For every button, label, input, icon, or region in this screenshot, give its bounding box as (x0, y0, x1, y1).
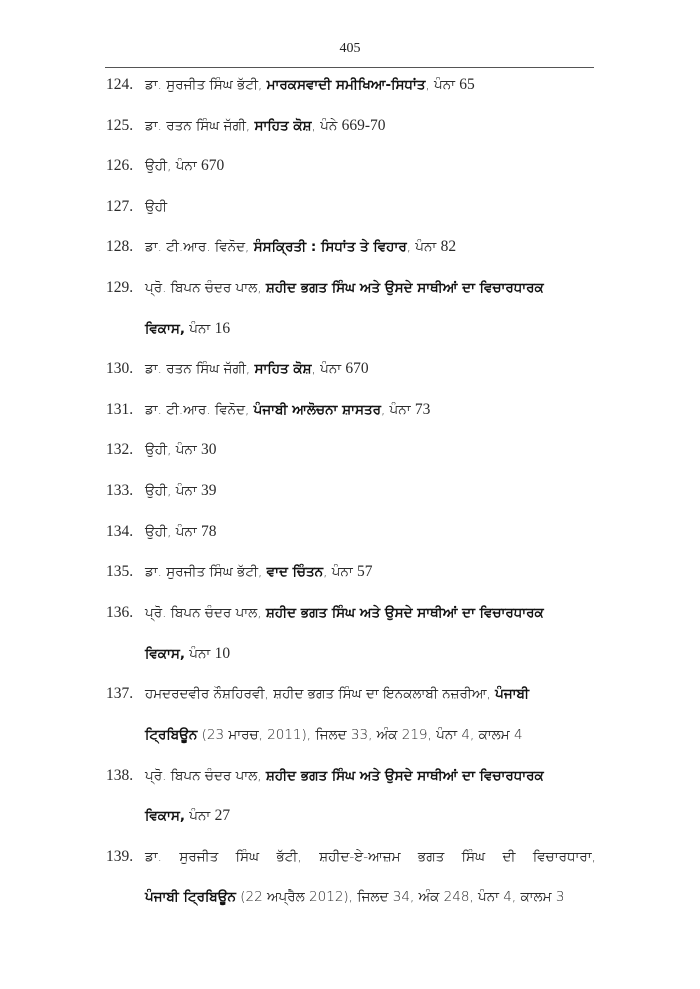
endnote-segment: , ਪੰਨਾ (380, 402, 415, 418)
endnote-title: ਟ੍ਰਿਬਿਊਨ (145, 727, 198, 743)
endnote-text (145, 884, 564, 910)
endnote-number: 126. (106, 157, 134, 174)
endnote-item (106, 763, 596, 789)
endnote-text (145, 519, 217, 545)
endnote-number: 130. (106, 360, 134, 377)
endnote-segment: 78 (201, 523, 217, 540)
endnote-title: ਪੰਜਾਬੀ (495, 686, 530, 702)
endnote-segment: ਉਹੀ, ਪੰਨਾ (145, 524, 201, 540)
endnote-text (145, 844, 596, 870)
endnote-text (145, 722, 523, 748)
endnote-word: ਸਿੰਘ (235, 849, 260, 865)
endnote-text (145, 194, 167, 220)
endnote-item (106, 437, 596, 463)
endnote-continuation (106, 884, 596, 910)
endnote-number: 124. (106, 76, 134, 93)
endnote-segment: 16 (214, 320, 231, 337)
endnote-title: ਵਿਕਾਸ, (145, 646, 185, 662)
endnote-text (145, 153, 224, 179)
endnote-number: 133. (106, 482, 134, 499)
endnote-number: 137. (106, 685, 134, 702)
endnote-text (145, 275, 544, 301)
endnote-title: ਮਾਰਕਸਵਾਦੀ ਸਮੀਖਿਆ-ਸਿਧਾਂਤ (266, 77, 426, 93)
endnote-item (106, 194, 596, 220)
endnote-segment: , ਪੰਨਾ (425, 77, 460, 93)
endnote-title: ਸ਼ਹੀਦ ਭਗਤ ਸਿੰਘ ਅਤੇ ਉਸਦੇ ਸਾਥੀਆਂ ਦਾ ਵਿਚਾਰਧਾਰਕ (265, 768, 544, 784)
endnote-text (145, 72, 475, 98)
endnote-word: ਸ਼ਹੀਦ-ਏ-ਆਜ਼ਮ (319, 849, 401, 865)
endnote-segment: ਡਾ. ਟੀ.ਆਰ. ਵਿਨੋਦ, (145, 239, 254, 255)
endnote-number: 134. (106, 523, 134, 540)
endnote-text (145, 600, 544, 626)
header-rule (105, 67, 594, 68)
endnote-item (106, 275, 596, 301)
endnote-text (145, 397, 430, 423)
endnote-number: 138. (106, 767, 134, 784)
endnote-segment: 73 (414, 401, 431, 418)
endnote-number: 135. (106, 563, 134, 580)
endnote-text (145, 478, 217, 504)
endnote-title: ਵਿਕਾਸ, (145, 808, 185, 824)
endnote-item (106, 519, 596, 545)
endnote-segment: (23 ਮਾਰਚ, 2011), ਜਿਲਦ 33, ਅੰਕ 219, ਪੰਨਾ 4, ਕਾਲਮ 4 (197, 727, 523, 743)
endnote-segment: , ਪੰਨਾ (406, 239, 441, 255)
endnote-segment: ਡਾ. ਟੀ.ਆਰ. ਵਿਨੋਦ, (145, 402, 254, 418)
endnote-segment: ਪ੍ਰੋ. ਬਿਪਨ ਚੰਦਰ ਪਾਲ, (145, 768, 266, 784)
endnote-segment: ਪ੍ਰੋ. ਬਿਪਨ ਚੰਦਰ ਪਾਲ, (145, 605, 266, 621)
endnote-number: 132. (106, 441, 134, 458)
endnote-text (145, 803, 230, 829)
endnote-title: ਪੰਜਾਬੀ ਆਲੋਚਨਾ ਸ਼ਾਸਤਰ (253, 402, 381, 418)
endnote-number: 139. (106, 848, 134, 865)
endnote-item (106, 397, 596, 423)
endnote-word: ਵਿਚਾਰਧਾਰਾ, (532, 849, 596, 865)
endnote-title: ਸ਼ਹੀਦ ਭਗਤ ਸਿੰਘ ਅਤੇ ਉਸਦੇ ਸਾਥੀਆਂ ਦਾ ਵਿਚਾਰਧਾਰਕ (265, 605, 544, 621)
endnote-text (145, 113, 385, 139)
endnote-segment: ਡਾ. ਸੁਰਜੀਤ ਸਿੰਘ ਭੱਟੀ, (145, 77, 267, 93)
endnote-number: 127. (106, 198, 134, 215)
endnote-segment: 82 (440, 238, 457, 255)
endnote-item (106, 478, 596, 504)
endnote-segment: ਉਹੀ (145, 199, 168, 215)
endnote-item (106, 600, 596, 626)
endnote-segment: 670 (201, 157, 225, 174)
endnote-segment: ਉਹੀ, ਪੰਨਾ (145, 442, 201, 458)
endnote-word: ਭਗਤ (417, 849, 445, 865)
endnote-text (145, 437, 217, 463)
endnote-segment: ਉਹੀ, ਪੰਨਾ (145, 158, 201, 174)
endnote-word: ਭੱਟੀ, (276, 849, 302, 865)
endnote-continuation (106, 722, 596, 748)
endnote-number: 125. (106, 117, 134, 134)
endnote-segment: 39 (201, 482, 217, 499)
endnote-text (145, 763, 544, 789)
endnote-item (106, 153, 596, 179)
endnote-title: ਸ਼ਹੀਦ ਭਗਤ ਸਿੰਘ ਅਤੇ ਉਸਦੇ ਸਾਥੀਆਂ ਦਾ ਵਿਚਾਰਧਾਰਕ (265, 280, 544, 296)
endnote-title: ਪੰਜਾਬੀ ਟ੍ਰਿਬਿਊਨ (145, 889, 236, 905)
endnote-number: 136. (106, 604, 134, 621)
endnote-text (145, 641, 230, 667)
endnote-segment: , ਪੰਨੇ (311, 118, 342, 134)
endnote-segment: 57 (357, 563, 373, 580)
endnote-text (145, 559, 373, 585)
endnote-segment: , ਪੰਨਾ (311, 361, 346, 377)
endnote-item (106, 72, 596, 98)
endnote-continuation (106, 641, 596, 667)
endnote-segment: ਪ੍ਰੋ. ਬਿਪਨ ਚੰਦਰ ਪਾਲ, (145, 280, 266, 296)
endnote-word: ਡਾ. (145, 849, 162, 865)
endnote-continuation (106, 316, 596, 342)
endnote-number: 129. (106, 279, 134, 296)
endnote-segment: ਡਾ. ਸੁਰਜੀਤ ਸਿੰਘ ਭੱਟੀ, (145, 564, 267, 580)
endnote-item (106, 559, 596, 585)
endnote-segment: 27 (214, 807, 231, 824)
endnote-segment: ਪੰਨਾ (185, 321, 215, 337)
endnote-text (145, 316, 230, 342)
endnote-segment: ਪੰਨਾ (185, 646, 215, 662)
endnote-segment: ਡਾ. ਰਤਨ ਸਿੰਘ ਜੱਗੀ, (145, 118, 255, 134)
endnote-text (145, 234, 456, 260)
endnote-item (106, 356, 596, 382)
endnote-segment: 669-70 (341, 117, 386, 134)
endnote-text (145, 356, 369, 382)
endnote-segment: ਪੰਨਾ (185, 808, 215, 824)
endnote-title: ਸਾਹਿਤ ਕੋਸ਼ (254, 361, 312, 377)
page-number: 405 (339, 41, 361, 56)
endnote-number: 131. (106, 401, 134, 418)
endnote-segment: 10 (214, 645, 231, 662)
endnote-text (145, 681, 529, 707)
endnote-segment: ਡਾ. ਰਤਨ ਸਿੰਘ ਜੱਗੀ, (145, 361, 255, 377)
endnote-continuation (106, 803, 596, 829)
endnote-word: ਦੀ (502, 849, 516, 865)
endnote-word: ਸੁਰਜੀਤ (179, 849, 219, 865)
endnote-item (106, 234, 596, 260)
endnote-segment: 30 (201, 441, 217, 458)
endnote-word: ਸਿੰਘ (461, 849, 486, 865)
endnote-segment: ਉਹੀ, ਪੰਨਾ (145, 483, 201, 499)
endnote-title: ਵਾਦ ਚਿੰਤਨ (266, 564, 324, 580)
endnote-item (106, 681, 596, 707)
endnote-item (106, 844, 596, 870)
endnote-title: ਵਿਕਾਸ, (145, 321, 185, 337)
endnote-title: ਸੰਸਕ੍ਰਿਤੀ : ਸਿਧਾਂਤ ਤੇ ਵਿਹਾਰ (253, 239, 407, 255)
endnote-segment: (22 ਅਪ੍ਰੈਲ 2012), ਜਿਲਦ 34, ਅੰਕ 248, ਪੰਨਾ 4, ਕਾਲਮ 3 (235, 889, 565, 905)
endnote-segment: 670 (345, 360, 369, 377)
endnote-segment: , ਪੰਨਾ (323, 564, 358, 580)
endnote-title: ਸਾਹਿਤ ਕੋਸ਼ (254, 118, 312, 134)
endnote-segment: ਹਮਦਰਦਵੀਰ ਨੌਸ਼ਹਿਰਵੀ, ਸ਼ਹੀਦ ਭਗਤ ਸਿੰਘ ਦਾ ਇਨਕਲਾਬੀ ਨਜ਼ਰੀਆ, (145, 686, 496, 702)
endnote-segment: 65 (459, 76, 475, 93)
endnote-item (106, 113, 596, 139)
endnote-number: 128. (106, 238, 134, 255)
